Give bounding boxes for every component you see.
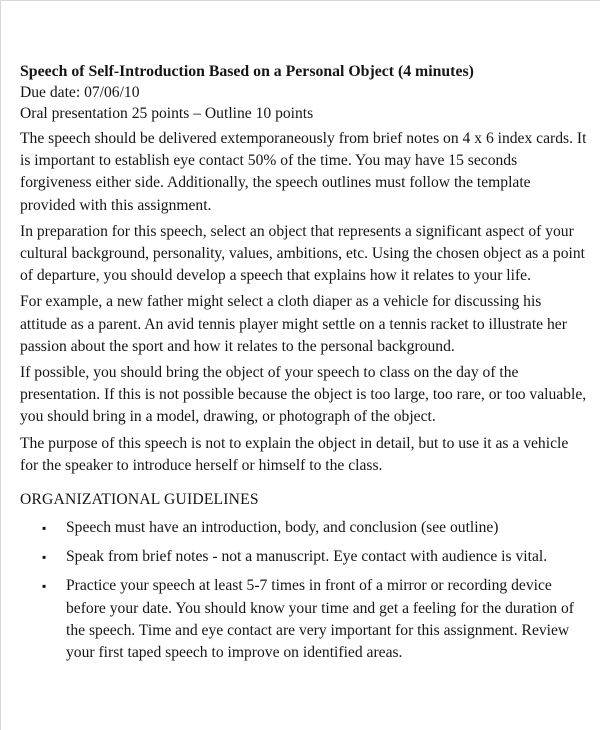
due-date: Due date: 07/06/10 <box>20 84 140 101</box>
paragraph-bring-object: If possible, you should bring the object of your speech to class on the day of the presentation. If this is not possible because the object is too large, too rare, or too valuable, you should bring in a model, drawing, or photograph of the object. <box>20 364 587 426</box>
guidelines-heading: ORGANIZATIONAL GUIDELINES <box>20 491 259 509</box>
paragraph-delivery: The speech should be delivered extemporaneously from brief notes on 4 x 6 index cards. It is important to establish eye contact 50% of the time. You may have 15 seconds forgiveness either side. Additionally, the speech outlines must follow the template provided with this assignment. <box>20 130 587 214</box>
paragraph-example: For example, a new father might select a cloth diaper as a vehicle for discussing his attitude as a parent. An avid tennis player might settle on a tennis racket to illustrate her passion about the sport and how it relates to the personal background. <box>20 293 567 355</box>
bullet-icon: ▪ <box>42 579 47 594</box>
paragraph-purpose: The purpose of this speech is not to explain the object in detail, but to use it as a vehicle for the speaker to introduce herself or himself to the class. <box>20 434 569 474</box>
document-content <box>20 61 588 671</box>
guideline-text: Practice your speech at least 5-7 times in front of a mirror or recording device before your date. You should know your time and get a feeling for the duration of the speech. Time and eye contact are very important for this assignment. Review your first taped speech to improve on identified areas. <box>66 577 574 662</box>
list-item <box>20 575 588 664</box>
guidelines-list <box>20 517 588 664</box>
bullet-icon: ▪ <box>42 521 47 536</box>
list-item <box>20 517 588 539</box>
bullet-icon: ▪ <box>42 550 47 565</box>
list-item <box>20 546 588 568</box>
guideline-text: Speak from brief notes - not a manuscript. Eye contact with audience is vital. <box>66 548 548 566</box>
paragraph-preparation: In preparation for this speech, select an object that represents a significant aspect of your cultural background, personality, values, ambitions, etc. Using the chosen object as a point of departure, you should develop a speech that explains how it relates to your life. <box>20 222 585 285</box>
points-line: Oral presentation 25 points – Outline 10 points <box>20 105 314 122</box>
document-title: Speech of Self-Introduction Based on a Personal Object (4 minutes) <box>20 63 474 80</box>
guideline-text: Speech must have an introduction, body, and conclusion (see outline) <box>66 519 499 537</box>
